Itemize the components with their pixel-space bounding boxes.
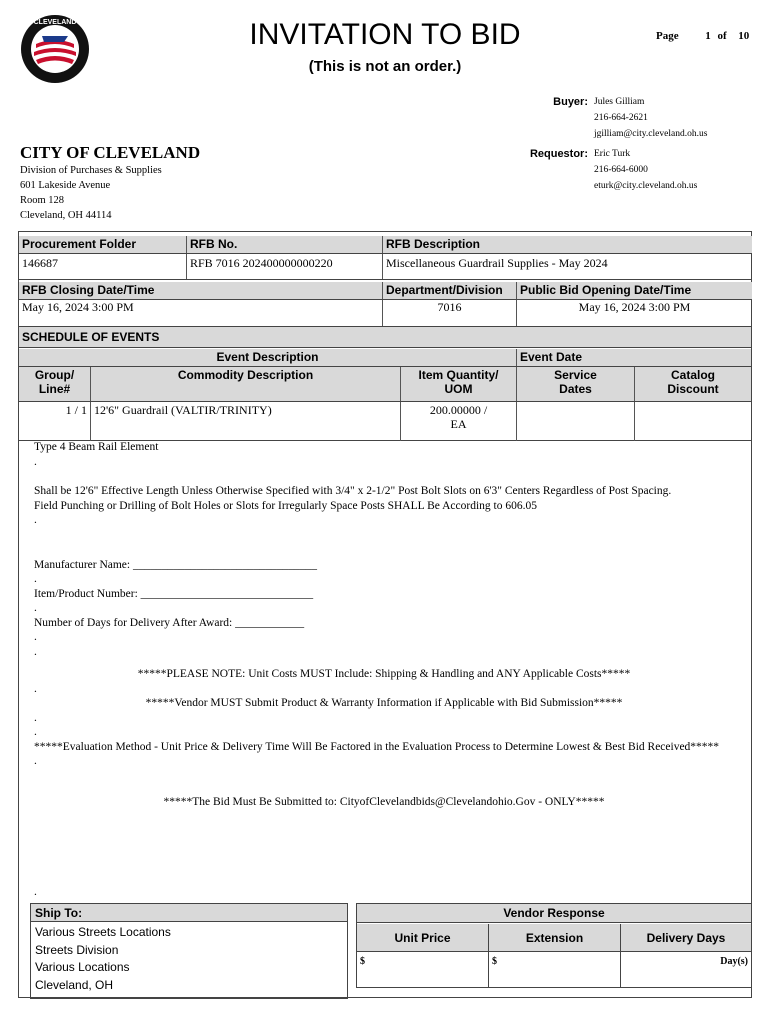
- requestor-label: Requestor:: [529, 148, 588, 160]
- department-header: Department/Division: [383, 282, 517, 299]
- note-evaluation-method: *****Evaluation Method - Unit Price & Delivery Time Will Be Factored in the Evaluation Process to Determine Lowest & Best Bid Received*****: [34, 740, 720, 753]
- desc-dot: .: [34, 886, 37, 898]
- desc-dot: .: [34, 682, 37, 695]
- row-quantity: 200.00000 /: [429, 403, 488, 417]
- ship-line: Streets Division: [35, 942, 119, 957]
- buyer-email: jgilliam@city.cleveland.oh.us: [594, 129, 708, 139]
- col-group-line: Group/ Line#: [19, 367, 91, 401]
- delivery-days-header: Delivery Days: [621, 924, 751, 952]
- closing-date-value: May 16, 2024 3:00 PM: [19, 299, 383, 326]
- organization-address: [20, 163, 162, 223]
- department-value: 7016: [383, 299, 517, 326]
- closing-date-header: RFB Closing Date/Time: [19, 282, 383, 299]
- desc-dot: .: [34, 755, 37, 767]
- org-line: Division of Purchases & Supplies: [20, 165, 162, 176]
- item-description: [34, 440, 734, 809]
- note-vendor-warranty: *****Vendor MUST Submit Product & Warranty Information if Applicable with Bid Submission*****: [145, 697, 623, 709]
- desc-line: Field Punching or Drilling of Bolt Holes or Slots for Irregularly Space Posts SHALL Be According to 606.05: [34, 499, 537, 512]
- ship-to-label: Ship To:: [31, 904, 347, 922]
- row-group-line: 1 / 1: [19, 401, 91, 441]
- page-indicator: [656, 30, 749, 42]
- col-service-dates: Service Dates: [517, 367, 635, 401]
- col-catalog-discount: Catalog Discount: [635, 367, 751, 401]
- requestor-phone: 216-664-6000: [594, 165, 648, 175]
- row-service-dates: [517, 401, 635, 441]
- extension-input[interactable]: [489, 952, 621, 987]
- row-uom: EA: [450, 417, 467, 431]
- page-label: Page: [656, 30, 679, 42]
- buyer-info: [594, 94, 707, 142]
- page-total: 10: [738, 30, 750, 42]
- item-number-field: Item/Product Number: ______________________________: [34, 587, 314, 600]
- manufacturer-name-field: Manufacturer Name: ________________________________: [34, 558, 317, 571]
- desc-line: Type 4 Beam Rail Element: [34, 441, 159, 453]
- desc-dot: .: [34, 573, 37, 585]
- delivery-days-field: Number of Days for Delivery After Award: ____________: [34, 616, 305, 629]
- ship-to-box: [30, 903, 348, 999]
- ship-to-address: [31, 922, 347, 996]
- document-subtitle: (This is not an order.): [308, 58, 462, 75]
- days-suffix: Day(s): [720, 956, 748, 967]
- note-bid-submission: *****The Bid Must Be Submitted to: CityofClevelandbids@Clevelandohio.Gov - ONLY*****: [163, 795, 605, 808]
- bid-opening-value: May 16, 2024 3:00 PM: [578, 300, 691, 314]
- org-line: Cleveland, OH 44114: [20, 210, 112, 221]
- dollar-sign: $: [492, 956, 497, 967]
- event-description-header: Event Description: [19, 349, 517, 366]
- document-title: INVITATION TO BID: [249, 18, 521, 51]
- vendor-response-title: Vendor Response: [357, 904, 751, 923]
- desc-dot: .: [34, 645, 37, 658]
- ship-line: Various Locations: [35, 960, 130, 974]
- note-unit-costs: *****PLEASE NOTE: Unit Costs MUST Include: Shipping & Handling and ANY Applicable Costs*****: [137, 668, 631, 680]
- desc-dot: .: [34, 631, 37, 643]
- extension-header: Extension: [489, 924, 621, 952]
- dollar-sign: $: [360, 956, 365, 967]
- buyer-name: Jules Gilliam: [594, 97, 645, 107]
- desc-dot: .: [34, 514, 37, 526]
- delivery-days-input[interactable]: [621, 952, 751, 987]
- svg-text:CLEVELAND: CLEVELAND: [33, 19, 77, 26]
- desc-dot: .: [34, 602, 37, 614]
- row-commodity: 12'6" Guardrail (VALTIR/TRINITY): [91, 401, 401, 441]
- row-item-quantity: [401, 401, 517, 441]
- buyer-label: Buyer:: [553, 96, 588, 108]
- col-commodity: Commodity Description: [91, 367, 401, 401]
- col-item-quantity: Item Quantity/ UOM: [401, 367, 517, 401]
- desc-dot: .: [34, 726, 37, 738]
- procurement-folder-header: Procurement Folder: [19, 236, 187, 253]
- unit-price-input[interactable]: [357, 952, 489, 987]
- rfb-no-header: RFB No.: [187, 236, 383, 253]
- schedule-table: [18, 327, 752, 441]
- schedule-title: SCHEDULE OF EVENTS: [19, 327, 751, 347]
- event-date-header: Event Date: [517, 349, 751, 366]
- page-number: 1: [705, 30, 711, 42]
- ship-line: Cleveland, OH: [35, 977, 114, 992]
- org-line: 601 Lakeside Avenue: [20, 180, 111, 191]
- organization-name: CITY OF CLEVELAND: [20, 143, 201, 162]
- requestor-info: [594, 146, 697, 194]
- desc-dot: .: [34, 455, 37, 468]
- buyer-phone: 216-664-2621: [594, 113, 648, 123]
- row-catalog-discount: [635, 401, 751, 441]
- rfb-description-header: RFB Description: [383, 236, 752, 253]
- page-of: of: [717, 30, 727, 42]
- rfb-info-table: [18, 231, 752, 327]
- desc-dot: .: [34, 711, 37, 724]
- unit-price-header: Unit Price: [357, 924, 489, 952]
- desc-line: Shall be 12'6" Effective Length Unless Otherwise Specified with 3/4" x 2-1/2" Post Bolt Slots on 6'3" Centers Regardless of Post Spacing.: [34, 485, 672, 497]
- ship-line: Various Streets Locations: [35, 925, 171, 939]
- org-line: Room 128: [20, 195, 65, 206]
- requestor-email: eturk@city.cleveland.oh.us: [594, 181, 698, 191]
- procurement-folder-value: 146687: [19, 253, 187, 279]
- rfb-no-value: RFB 7016 202400000000220: [187, 253, 383, 279]
- rfb-description-value: Miscellaneous Guardrail Supplies - May 2024: [386, 256, 608, 270]
- requestor-name: Eric Turk: [594, 149, 631, 159]
- vendor-response-box: [356, 903, 752, 988]
- bid-opening-header: Public Bid Opening Date/Time: [517, 282, 752, 299]
